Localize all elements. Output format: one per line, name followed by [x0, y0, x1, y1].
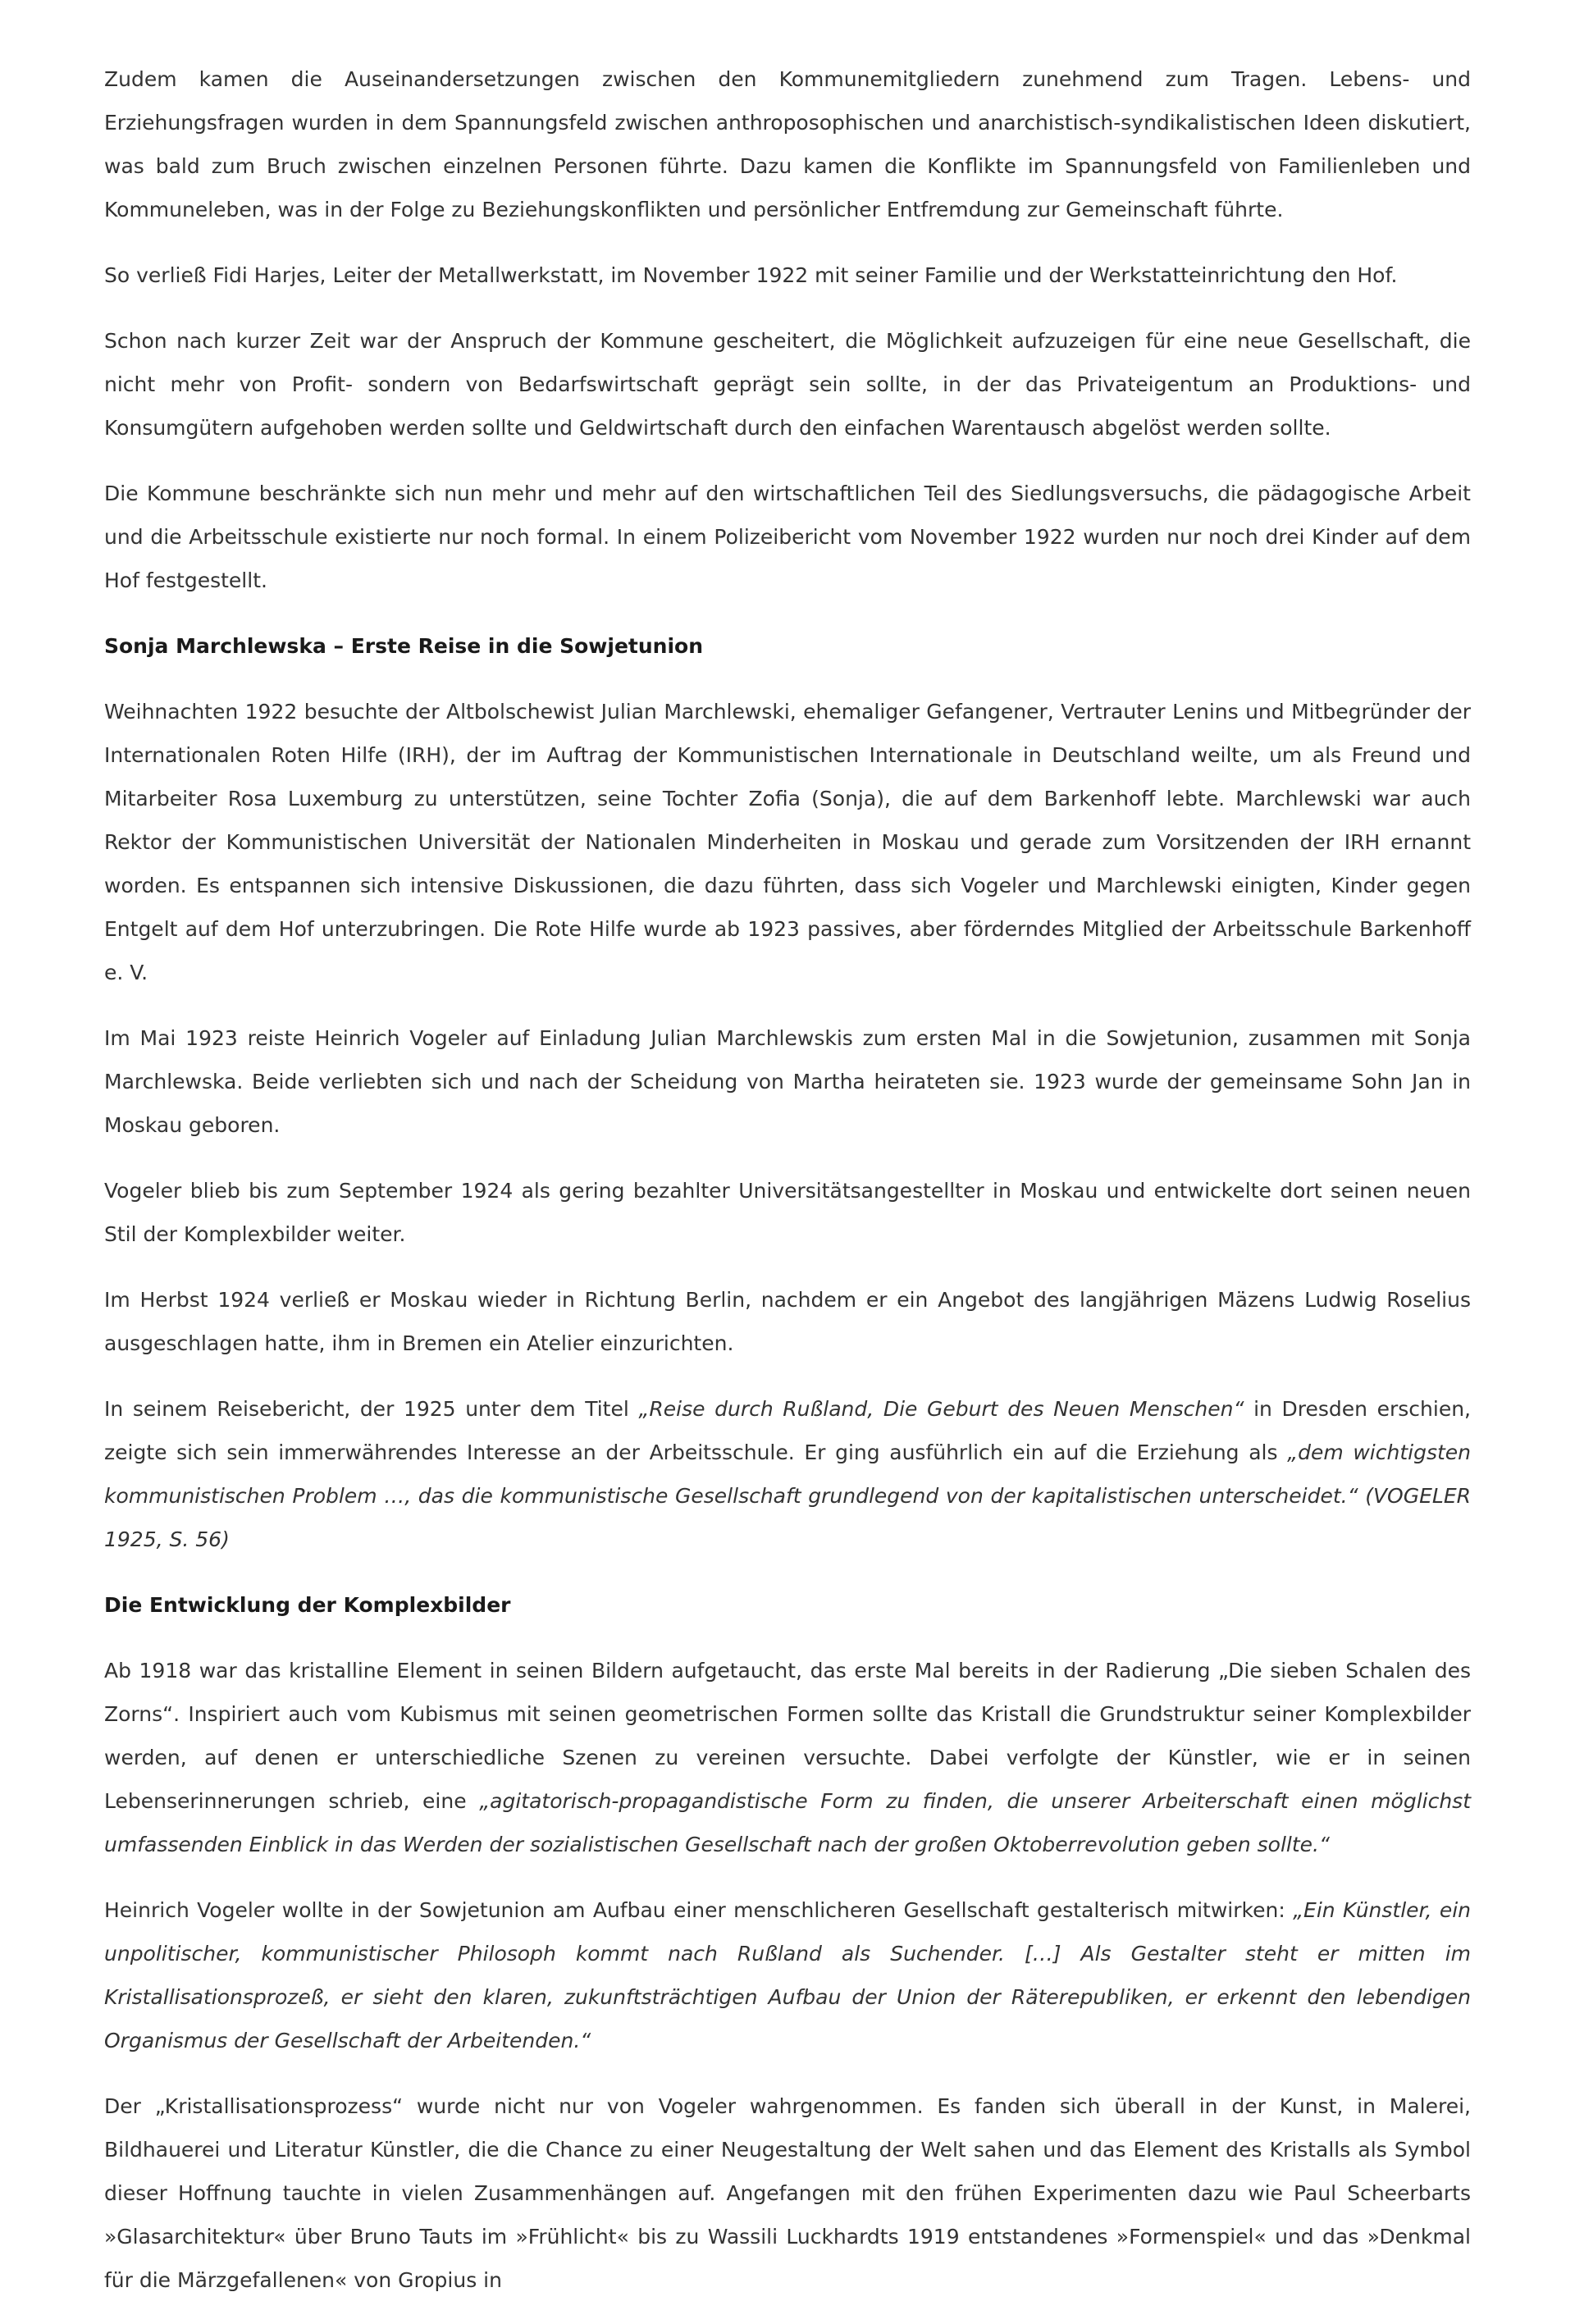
paragraph: So verließ Fidi Harjes, Leiter der Metallwerkstatt, im November 1922 mit seiner Familie und der Werkstatteinrichtung den Hof. [104, 263, 1398, 287]
paragraph: Im Mai 1923 reiste Heinrich Vogeler auf Einladung Julian Marchlewskis zum ersten Mal in die Sowjetunion, zusammen mit Sonja Marchlewska. Beide verliebten sich und nach der Scheidung von Martha heirateten sie. 1923 wurde der gemeinsame Sohn Jan in Moskau geboren. [104, 1026, 1471, 1137]
paragraph [104, 1649, 1471, 1866]
section-heading: Sonja Marchlewska – Erste Reise in die Sowjetunion [104, 634, 704, 658]
text-run: in Dresden erschien, zeigte sich sein immerwährendes Interesse an der Arbeitsschule. Er ging ausführlich ein auf die Erziehung als [104, 1397, 1472, 1464]
paragraph: Die Kommune beschränkte sich nun mehr und mehr auf den wirtschaftlichen Teil des Siedlungsversuchs, die pädagogische Arbeit und die Arbeitsschule existierte nur noch formal. In einem Polizeibericht vom November 1922 wurden nur noch drei Kinder auf dem Hof festgestellt. [104, 482, 1471, 592]
document-body [104, 57, 1471, 2324]
paragraph [104, 1387, 1471, 1561]
italic-quote: „agitatorisch-propagandistische Form zu finden, die unserer Arbeiterschaft einen möglichst umfassenden Einblick in das Werden der sozialistischen Gesellschaft nach der großen Oktoberrevolution geben sollte.“ [104, 1789, 1472, 1856]
text-run: Heinrich Vogeler wollte in der Sowjetunion am Aufbau einer menschlicheren Gesellschaft gestalterisch mitwirken: [104, 1898, 1294, 1922]
italic-quote: „dem wichtigsten kommunistischen Problem …, das die kommunistische Gesellschaft grundlegend von der kapitalistischen unterscheidet.“ (VOGELER 1925, S. 56) [104, 1441, 1471, 1551]
text-run: In seinem Reisebericht, der 1925 unter dem Titel [104, 1397, 639, 1421]
paragraph [104, 1888, 1471, 2062]
paragraph: Vogeler blieb bis zum September 1924 als gering bezahlter Universitätsangestellter in Moskau und entwickelte dort seinen neuen Stil der Komplexbilder weiter. [104, 1179, 1471, 1246]
paragraph: Der „Kristallisationsprozess“ wurde nicht nur von Vogeler wahrgenommen. Es fanden sich überall in der Kunst, in Malerei, Bildhauerei und Literatur Künstler, die die Chance zu einer Neugestaltung der Welt sahen und das Element des Kristalls als Symbol dieser Hoffnung tauchte in vielen Zusammenhängen auf. Angefangen mit den frühen Experimenten dazu wie Paul Scheerbarts »Glasarchitektur« über Bruno Tauts im »Frühlicht« bis zu Wassili Luckhardts 1919 entstandenes »Formenspiel« und das »Denkmal für die Märzgefallenen« von Gropius in [104, 2094, 1471, 2292]
italic-quote: „Ein Künstler, ein unpolitischer, kommunistischer Philosoph kommt nach Rußland als Suchender. […] Als Gestalter steht er mitten im Kristallisationsprozeß, er sieht den klaren, zukunftsträchtigen Aufbau der Union der Räterepubliken, er erkennt den lebendigen Organismus der Gesellschaft der Arbeitenden.“ [104, 1898, 1471, 2052]
paragraph: Schon nach kurzer Zeit war der Anspruch der Kommune gescheitert, die Möglichkeit aufzuzeigen für eine neue Gesellschaft, die nicht mehr von Profit- sondern von Bedarfswirtschaft geprägt sein sollte, in der das Privateigentum an Produktions- und Konsumgütern aufgehoben werden sollte und Geldwirtschaft durch den einfachen Warentausch abgelöst werden sollte. [104, 329, 1471, 440]
paragraph: Zudem kamen die Auseinandersetzungen zwischen den Kommunemitgliedern zunehmend zum Tragen. Lebens- und Erziehungsfragen wurden in dem Spannungsfeld zwischen anthroposophischen und anarchistisch-syndikalistischen Ideen diskutiert, was bald zum Bruch zwischen einzelnen Personen führte. Dazu kamen die Konflikte im Spannungsfeld von Familienleben und Kommuneleben, was in der Folge zu Beziehungskonflikten und persönlicher Entfremdung zur Gemeinschaft führte. [104, 67, 1471, 221]
paragraph: Im Herbst 1924 verließ er Moskau wieder in Richtung Berlin, nachdem er ein Angebot des langjährigen Mäzens Ludwig Roselius ausgeschlagen hatte, ihm in Bremen ein Atelier einzurichten. [104, 1288, 1471, 1355]
text-run: Ab 1918 war das kristalline Element in seinen Bildern aufgetaucht, das erste Mal bereits in der Radierung „Die sieben Schalen des Zorns“. Inspiriert auch vom Kubismus mit seinen geometrischen Formen sollte das Kristall die Grundstruktur seiner Komplexbilder werden, auf denen er unterschiedliche Szenen zu vereinen versuchte. Dabei verfolgte der Künstler, wie er in seinen Lebenserinnerungen schrieb, eine [104, 1659, 1471, 1813]
paragraph: Weihnachten 1922 besuchte der Altbolschewist Julian Marchlewski, ehemaliger Gefangener, Vertrauter Lenins und Mitbegründer der Internationalen Roten Hilfe (IRH), der im Auftrag der Kommunistischen Internationale in Deutschland weilte, um als Freund und Mitarbeiter Rosa Luxemburg zu unterstützen, seine Tochter Zofia (Sonja), die auf dem Barkenhoff lebte. Marchlewski war auch Rektor der Kommunistischen Universität der Nationalen Minderheiten in Moskau und gerade zum Vorsitzenden der IRH ernannt worden. Es entspannen sich intensive Diskussionen, die dazu führten, dass sich Vogeler und Marchlewski einigten, Kinder gegen Entgelt auf dem Hof unterzubringen. Die Rote Hilfe wurde ab 1923 passives, aber förderndes Mitglied der Arbeitsschule Barkenhoff e. V. [104, 700, 1471, 984]
section-heading: Die Entwicklung der Komplexbilder [104, 1593, 511, 1617]
italic-title: „Reise durch Rußland, Die Geburt des Neuen Menschen“ [638, 1397, 1244, 1421]
